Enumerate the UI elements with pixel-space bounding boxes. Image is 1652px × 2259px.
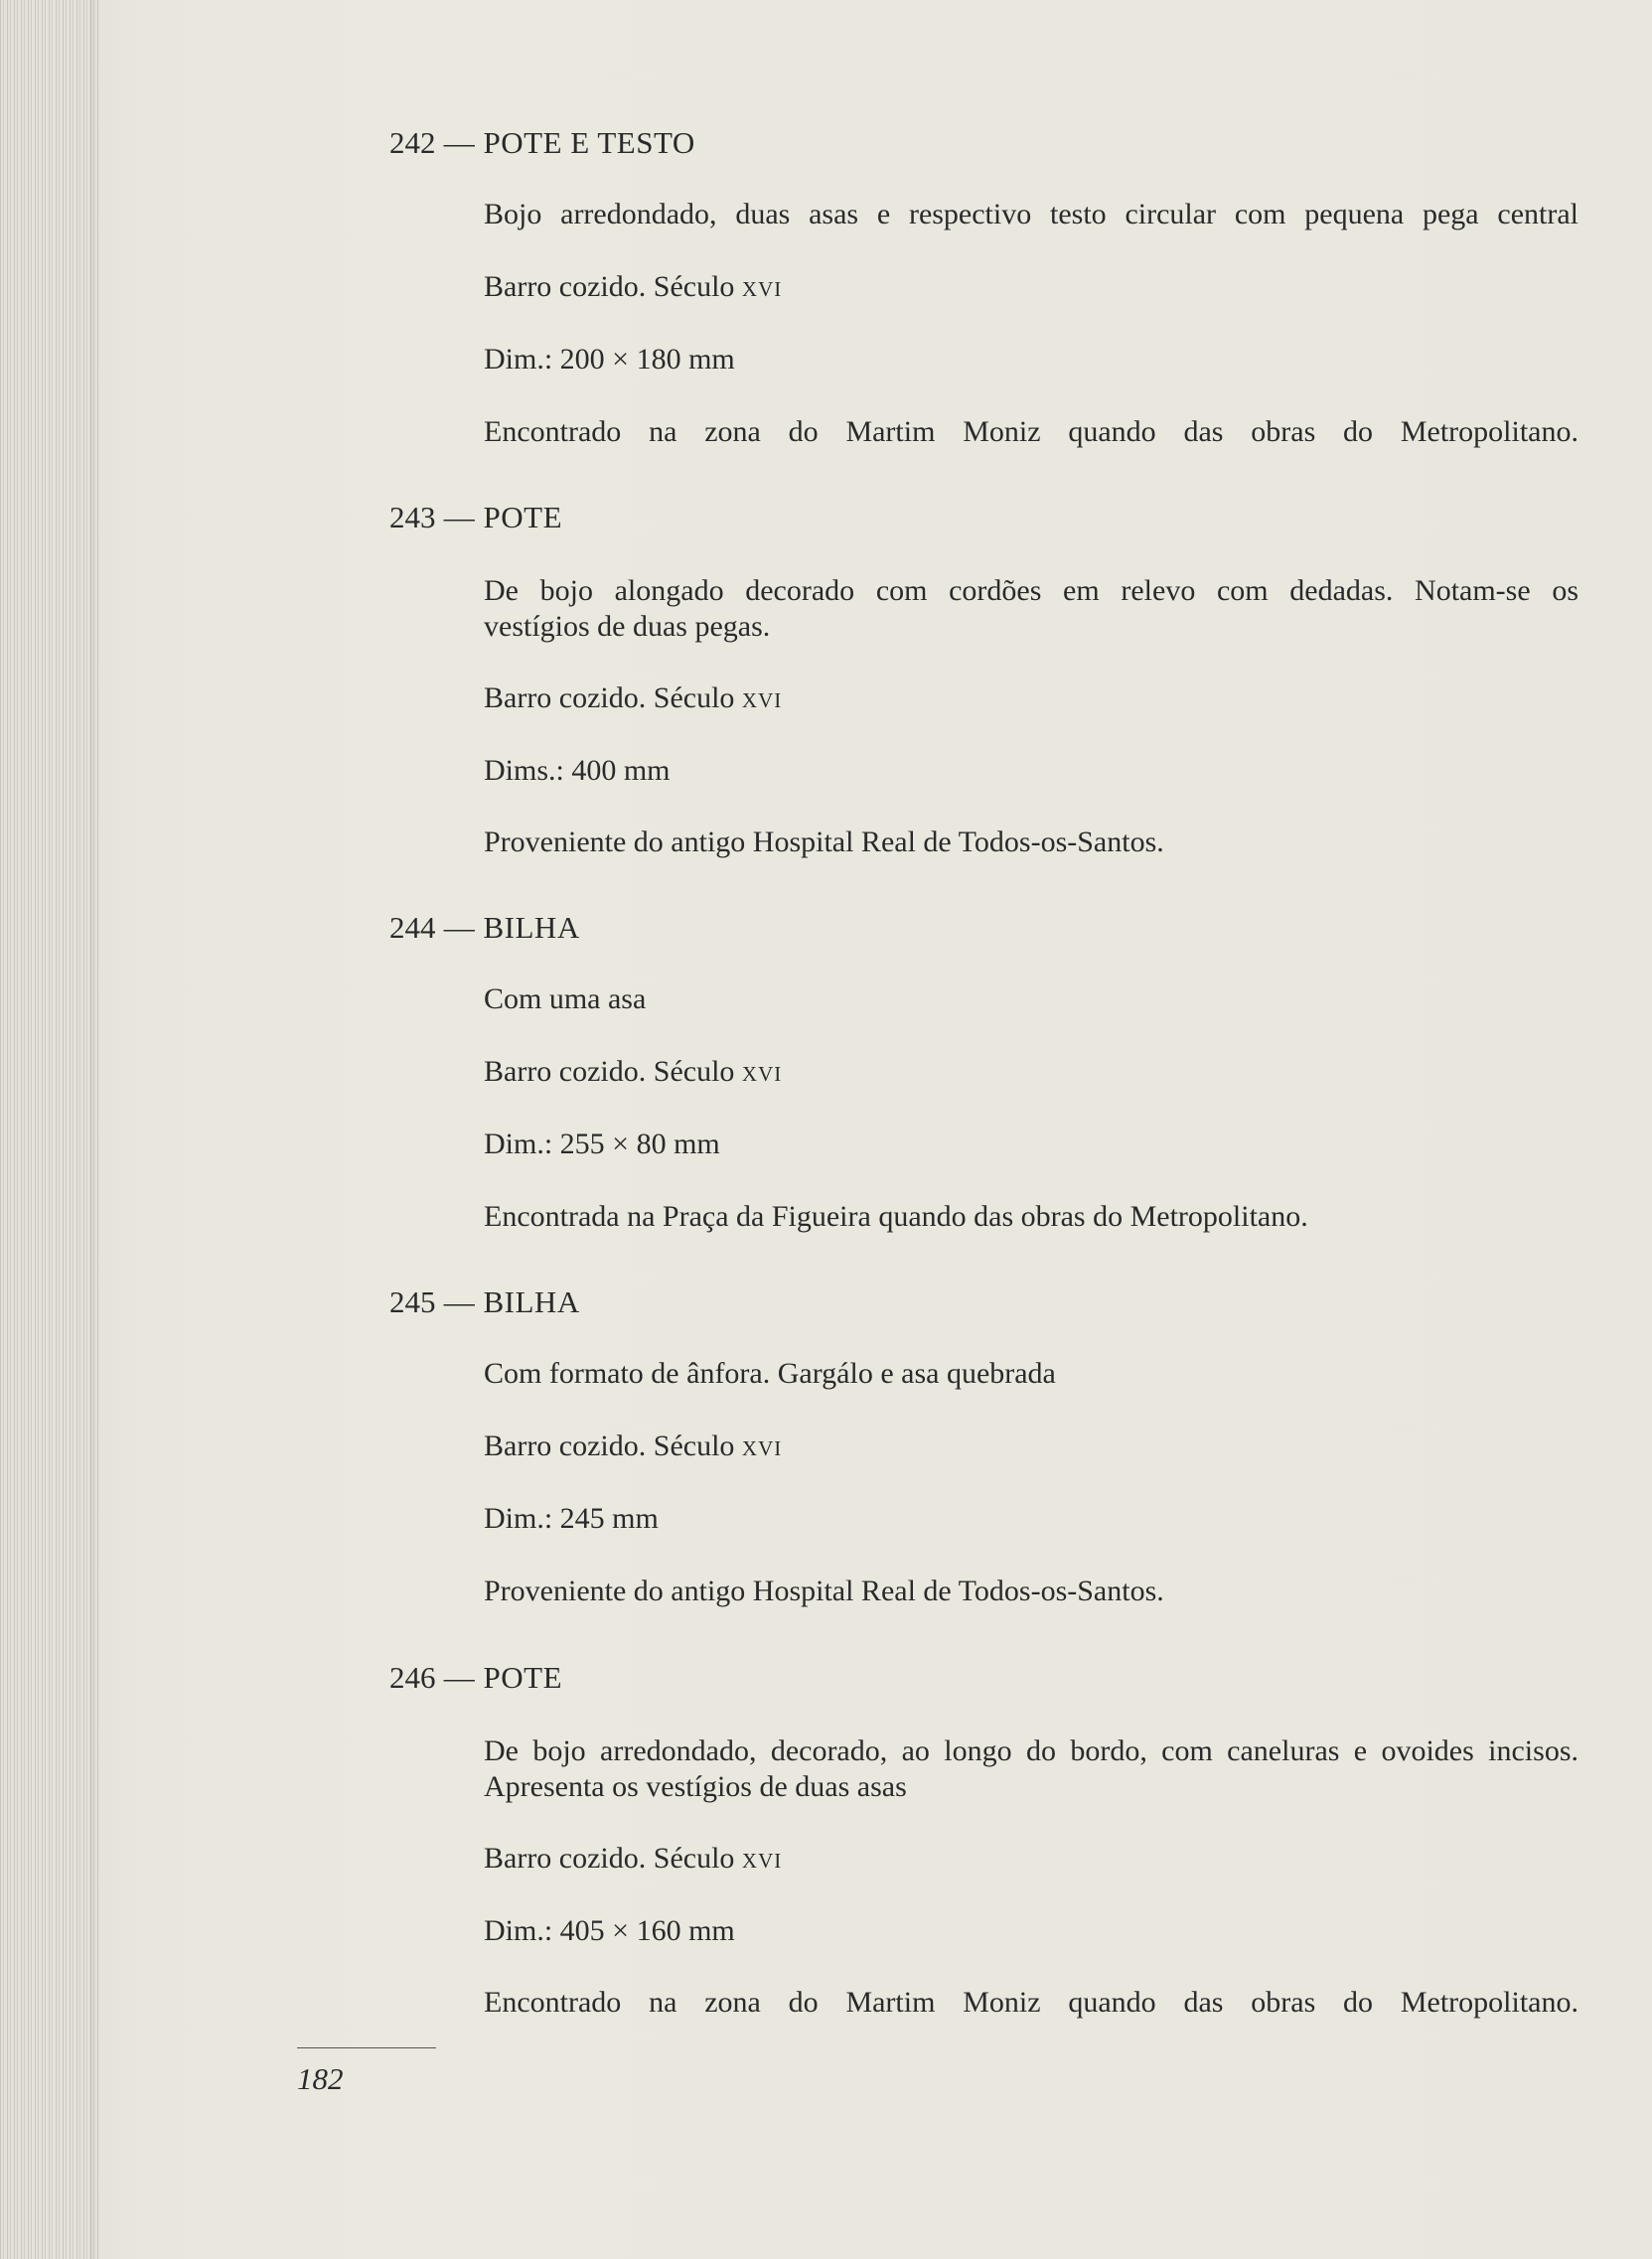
entry-heading xyxy=(389,912,1581,943)
entry-material xyxy=(484,269,1578,305)
entry-description: Com uma asa xyxy=(484,982,647,1015)
entry-description: Com formato de ânfora. Gargálo e asa quebrada xyxy=(484,1357,1056,1390)
entry-number: 244 xyxy=(389,910,436,945)
entry-dash: — xyxy=(443,1284,476,1319)
material-text: Barro cozido. Século xyxy=(484,1055,735,1088)
entry-provenance: Proveniente do antigo Hospital Real de Todos-os-Santos. xyxy=(484,826,1164,858)
entry-number: 245 xyxy=(389,1284,436,1319)
entry-dash: — xyxy=(443,910,476,945)
entry-title: POTE xyxy=(483,500,562,534)
entry-dimensions: Dim.: 245 mm xyxy=(484,1502,659,1535)
entry-heading xyxy=(389,1286,1581,1317)
entry-dimensions: Dim.: 255 × 80 mm xyxy=(484,1128,720,1160)
century-text: xvi xyxy=(741,1842,783,1875)
material-text: Barro cozido. Século xyxy=(484,681,735,714)
entry-title: POTE E TESTO xyxy=(483,125,695,160)
entry-description-line-2: Apresenta os vestígios de duas asas xyxy=(484,1770,907,1803)
catalogue-entry-243 xyxy=(389,500,1581,858)
page-edges xyxy=(0,0,99,2259)
entry-provenance: Proveniente do antigo Hospital Real de Todos-os-Santos. xyxy=(484,1575,1164,1607)
material-text: Barro cozido. Século xyxy=(484,1430,735,1462)
century-text: xvi xyxy=(741,1430,783,1462)
footer-rule xyxy=(297,2047,436,2048)
entry-description: Bojo arredondado, duas asas e respectivo testo circular com pequena pega central xyxy=(484,198,1578,230)
century-text: xvi xyxy=(741,681,783,714)
entry-provenance: Encontrado na zona do Martim Moniz quando das obras do Metropolitano. xyxy=(484,1986,1578,2019)
entry-dash: — xyxy=(443,125,476,160)
catalogue-entry-245 xyxy=(389,1284,1581,1607)
entry-number: 242 xyxy=(389,125,436,160)
material-text: Barro cozido. Século xyxy=(484,1842,735,1875)
entry-dimensions: Dims.: 400 mm xyxy=(484,754,671,787)
entry-material xyxy=(484,680,1578,716)
entry-provenance: Encontrado na zona do Martim Moniz quando das obras do Metropolitano. xyxy=(484,415,1578,448)
catalogue-entry-244 xyxy=(389,910,1581,1233)
catalogue-entry-246 xyxy=(389,1660,1581,2019)
entry-description-line-1: De bojo alongado decorado com cordões em relevo com dedadas. Notam-se os xyxy=(484,574,1578,607)
entry-number: 246 xyxy=(389,1660,436,1695)
page-number: 182 xyxy=(297,2061,344,2096)
entry-title: POTE xyxy=(483,1660,562,1695)
catalogue-entry-242 xyxy=(389,125,1581,448)
entry-dimensions: Dim.: 200 × 180 mm xyxy=(484,343,735,376)
material-text: Barro cozido. Século xyxy=(484,270,735,303)
entry-material xyxy=(484,1054,1578,1090)
entry-material xyxy=(484,1841,1578,1877)
entry-dash: — xyxy=(443,500,476,534)
entry-number: 243 xyxy=(389,500,436,534)
century-text: xvi xyxy=(741,270,783,303)
entry-description-line-2: vestígios de duas pegas. xyxy=(484,610,771,643)
entry-dimensions: Dim.: 405 × 160 mm xyxy=(484,1914,735,1947)
entry-provenance: Encontrada na Praça da Figueira quando das obras do Metropolitano. xyxy=(484,1200,1308,1233)
entry-title: BILHA xyxy=(483,1284,580,1319)
entry-heading xyxy=(389,502,1581,532)
entry-title: BILHA xyxy=(483,910,580,945)
entry-material xyxy=(484,1429,1578,1464)
entry-heading xyxy=(389,127,1581,158)
entry-dash: — xyxy=(443,1660,476,1695)
entry-description-line-1: De bojo arredondado, decorado, ao longo do bordo, com caneluras e ovoides incisos. xyxy=(484,1734,1578,1767)
entry-heading xyxy=(389,1662,1581,1693)
century-text: xvi xyxy=(741,1055,783,1088)
